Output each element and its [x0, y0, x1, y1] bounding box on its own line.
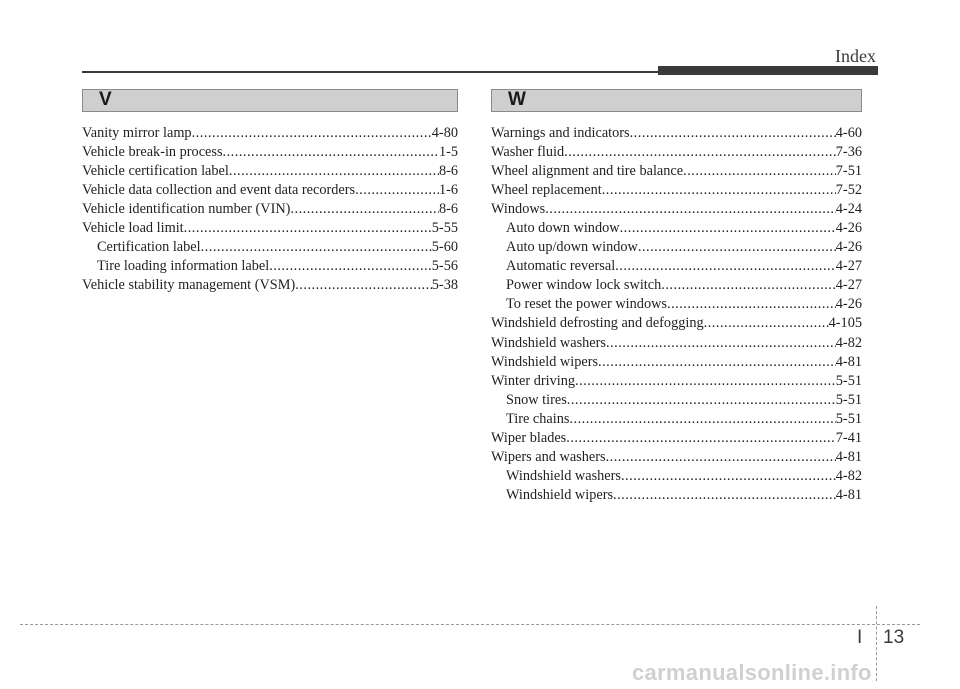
dot-leader [564, 143, 836, 162]
index-entry-page: 5-56 [431, 258, 458, 275]
index-entry-page: 4-80 [431, 125, 458, 141]
dot-leader [201, 238, 432, 257]
index-entry-term: Wipers and washers [491, 448, 606, 465]
index-entry-term: Automatic reversal [506, 258, 616, 275]
index-entry [82, 181, 458, 200]
index-entry-page: 1-5 [438, 144, 458, 161]
index-entry [491, 314, 862, 333]
index-entry [491, 391, 862, 410]
dot-leader [667, 295, 836, 314]
index-entry [491, 238, 862, 257]
index-entry-term: Tire loading information label [97, 258, 270, 275]
index-entry-page: 4-26 [835, 220, 862, 237]
index-entry [491, 143, 862, 162]
index-entry-page: 8-6 [438, 201, 458, 218]
index-entry-term: Windshield washers [506, 467, 621, 484]
dot-leader [575, 372, 836, 391]
dot-leader [566, 429, 836, 448]
dot-leader [620, 219, 836, 238]
index-entry [82, 238, 458, 257]
index-entry-page: 7-52 [835, 182, 862, 199]
index-entry [491, 219, 862, 238]
index-entry-term: Wiper blades [491, 429, 567, 446]
page-title: Index [835, 46, 876, 66]
index-entry-term: Windows [491, 201, 546, 218]
dot-leader [355, 181, 439, 200]
index-entry [82, 219, 458, 238]
index-entry-page: 5-38 [431, 277, 458, 294]
index-entry [82, 162, 458, 181]
index-entry-term: Windshield washers [491, 334, 606, 351]
dot-leader [621, 467, 836, 486]
index-entry-page: 4-82 [835, 467, 862, 484]
index-entry [491, 467, 862, 486]
index-entry [491, 257, 862, 276]
index-entry-term: Vehicle load limit [82, 220, 184, 237]
index-entry-page: 4-81 [835, 353, 862, 370]
index-entry [82, 143, 458, 162]
header-rule [82, 71, 658, 73]
dot-leader [184, 219, 432, 238]
dot-leader [661, 276, 836, 295]
index-entry-term: Vehicle break-in process [82, 144, 223, 161]
index-entry-page: 7-51 [835, 163, 862, 180]
index-entry [491, 429, 862, 448]
dot-leader [630, 124, 836, 143]
index-entry-page: 4-24 [835, 201, 862, 218]
dot-leader [638, 238, 836, 257]
index-entry-page: 1-6 [438, 182, 458, 199]
index-entry-page: 8-6 [438, 163, 458, 180]
index-entry [491, 162, 862, 181]
index-entry-page: 4-60 [835, 125, 862, 141]
index-entry-term: Washer fluid [491, 144, 565, 161]
index-entry [491, 486, 862, 505]
dot-leader [598, 353, 836, 372]
index-entry-term: Wheel replacement [491, 182, 602, 199]
dot-leader [602, 181, 836, 200]
index-entry-page: 5-51 [835, 372, 862, 389]
index-entry-page: 4-27 [835, 277, 862, 294]
index-entry-term: Vehicle data collection and event data recorders [82, 182, 356, 199]
index-entry [82, 124, 458, 143]
index-entry [82, 276, 458, 295]
index-entry-term: Snow tires [506, 391, 567, 408]
index-entry-page: 4-26 [835, 239, 862, 256]
dot-leader [567, 391, 836, 410]
index-entry-term: To reset the power windows [506, 296, 667, 313]
index-entry-term: Certification label [97, 239, 201, 256]
section-header-v [82, 89, 458, 112]
index-entry-term: Wheel alignment and tire balance [491, 163, 684, 180]
index-entry [491, 295, 862, 314]
index-entry [491, 448, 862, 467]
dot-leader [569, 410, 835, 429]
dot-leader [704, 314, 829, 333]
index-entry-term: Vehicle stability management (VSM) [82, 277, 296, 294]
index-entry [491, 124, 862, 143]
dot-leader [606, 448, 836, 467]
footer-section-letter: I [857, 627, 863, 648]
index-entry-page: 4-82 [835, 334, 862, 351]
index-entry-page: 4-81 [835, 486, 862, 503]
footer-rule [20, 624, 920, 625]
dot-leader [290, 200, 439, 219]
index-entry-page: 5-51 [835, 391, 862, 408]
header-accent-bar [658, 66, 878, 75]
index-entry-term: Vehicle certification label [82, 163, 229, 180]
index-entry [491, 353, 862, 372]
index-entry [491, 200, 862, 219]
index-entry-page: 7-41 [835, 429, 862, 446]
dot-leader [223, 143, 439, 162]
index-entry-term: Windshield wipers [506, 486, 614, 503]
index-entry-term: Vanity mirror lamp [82, 125, 192, 141]
dot-leader [545, 200, 836, 219]
dot-leader [683, 162, 836, 181]
index-entry-page: 5-55 [431, 220, 458, 237]
index-entry [491, 276, 862, 295]
index-entry-term: Auto up/down window [506, 239, 638, 256]
section-letter-v: V [99, 89, 112, 110]
index-entry-page: 4-81 [835, 448, 862, 465]
section-letter-w: W [508, 89, 526, 110]
index-entry [82, 200, 458, 219]
dot-leader [606, 334, 836, 353]
index-entry-page: 4-105 [828, 315, 862, 332]
index-entry-term: Windshield wipers [491, 353, 599, 370]
index-entry-term: Windshield defrosting and defogging [491, 315, 704, 332]
index-entry-term: Tire chains [506, 410, 570, 427]
dot-leader [295, 276, 432, 295]
dot-leader [615, 257, 836, 276]
index-entry-term: Power window lock switch [506, 277, 662, 294]
index-entry [491, 334, 862, 353]
index-entry [491, 181, 862, 200]
index-column-w [491, 124, 862, 505]
index-entry-term: Auto down window [506, 220, 620, 237]
index-entry [491, 410, 862, 429]
dot-leader [613, 486, 836, 505]
section-header-w [491, 89, 862, 112]
index-entry-term: Winter driving [491, 372, 575, 389]
index-entry [491, 372, 862, 391]
dot-leader [269, 257, 432, 276]
dot-leader [229, 162, 439, 181]
footer-separator [876, 606, 878, 681]
footer-page-number: 13 [883, 627, 905, 648]
index-entry-page: 5-60 [431, 239, 458, 256]
index-entry-term: Warnings and indicators [491, 125, 630, 141]
index-entry-page: 7-36 [835, 144, 862, 161]
dot-leader [192, 124, 432, 143]
index-column-v [82, 124, 458, 295]
index-entry-term: Vehicle identification number (VIN) [82, 201, 291, 218]
index-entry-page: 5-51 [835, 410, 862, 427]
watermark: carmanualsonline.info [632, 660, 872, 685]
index-entry [82, 257, 458, 276]
index-entry-page: 4-26 [835, 296, 862, 313]
index-entry-page: 4-27 [835, 258, 862, 275]
